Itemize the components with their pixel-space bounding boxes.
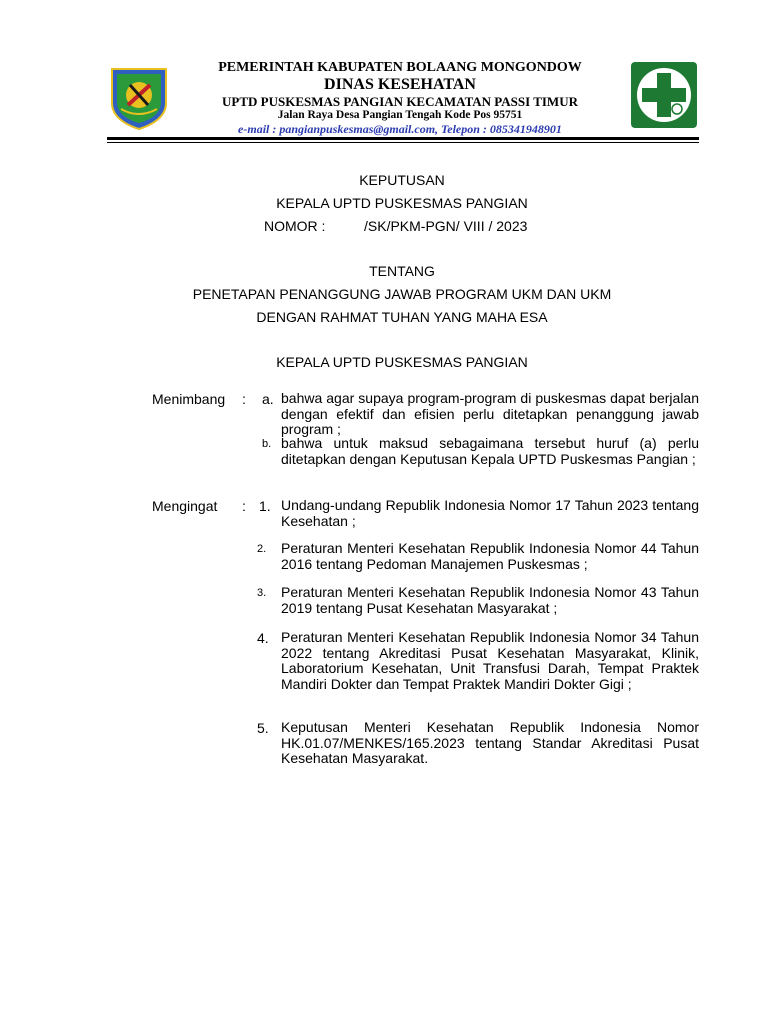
mengingat-item-1: Undang-undang Republik Indonesia Nomor 17 Tahun 2023 tentang Kesehatan ; (281, 497, 699, 529)
letterhead (0, 0, 768, 150)
issuer-heading: KEPALA UPTD PUSKESMAS PANGIAN (276, 354, 528, 370)
doc-type: KEPUTUSAN (359, 172, 445, 188)
mengingat-marker-5: 5. (257, 720, 269, 736)
mengingat-item-4: Peraturan Menteri Kesehatan Republik Indonesia Nomor 34 Tahun 2022 tentang Akreditasi Pusat Kesehatan Masyarakat, Klinik, Laboratorium Kesehatan, Unit Transfusi Darah, Tempat Praktek Mandiri Dokter dan Tempat Praktek Mandiri Dokter Gigi ; (281, 629, 699, 692)
mengingat-item-3: Peraturan Menteri Kesehatan Republik Indonesia Nomor 43 Tahun 2019 tentang Pusat Kesehatan Masyarakat ; (281, 584, 699, 616)
unit-name: UPTD PUSKESMAS PANGIAN KECAMATAN PASSI TIMUR (222, 94, 578, 109)
govt-name: PEMERINTAH KABUPATEN BOLAANG MONGONDOW (218, 60, 582, 75)
mengingat-item-5: Keputusan Menteri Kesehatan Republik Indonesia Nomor HK.01.07/MENKES/165.2023 tentang Standar Akreditasi Pusat Kesehatan Masyarakat. (281, 719, 699, 766)
mengingat-marker-2: 2. (257, 543, 267, 555)
contact-line: e-mail : pangianpuskesmas@gmail.com, Telepon : 085341948901 (238, 122, 562, 136)
menimbang-marker-b: b. (262, 438, 272, 450)
mengingat-marker-4: 4. (257, 630, 269, 646)
menimbang-label: Menimbang (152, 391, 226, 407)
decree-number (264, 218, 528, 234)
mengingat-marker-1: 1. (259, 498, 271, 514)
agency-name: DINAS KESEHATAN (324, 76, 476, 93)
mengingat-label: Mengingat (152, 498, 218, 514)
header-rule-thin (107, 142, 699, 143)
address: Jalan Raya Desa Pangian Tengah Kode Pos 95751 (277, 109, 523, 121)
puskesmas-cross-icon (629, 60, 699, 130)
issuer: KEPALA UPTD PUSKESMAS PANGIAN (276, 195, 528, 211)
decree-subject: PENETAPAN PENANGGUNG JAWAB PROGRAM UKM DAN UKM (192, 286, 612, 302)
menimbang-marker-a: a. (262, 391, 274, 407)
decree-number-value: /SK/PKM-PGN/ VIII / 2023 (364, 218, 528, 234)
decree-number-label: NOMOR : (264, 218, 326, 234)
menimbang-item-b: bahwa untuk maksud sebagaimana tersebut huruf (a) perlu ditetapkan dengan Keputusan Kepala UPTD Puskesmas Pangian ; (281, 435, 699, 467)
menimbang-colon: : (242, 391, 246, 407)
menimbang-item-a: bahwa agar supaya program-program di puskesmas dapat berjalan dengan efektif dan efisien perlu ditetapkan penanggung jawab program ; (281, 390, 699, 437)
tentang-heading: TENTANG (369, 263, 435, 279)
regency-emblem-icon (106, 65, 172, 131)
mengingat-colon: : (242, 498, 246, 514)
mengingat-marker-3: 3. (257, 587, 267, 599)
mengingat-item-2: Peraturan Menteri Kesehatan Republik Indonesia Nomor 44 Tahun 2016 tentang Pedoman Manajemen Puskesmas ; (281, 540, 699, 572)
header-rule-thick (107, 137, 699, 140)
invocation: DENGAN RAHMAT TUHAN YANG MAHA ESA (256, 309, 548, 325)
